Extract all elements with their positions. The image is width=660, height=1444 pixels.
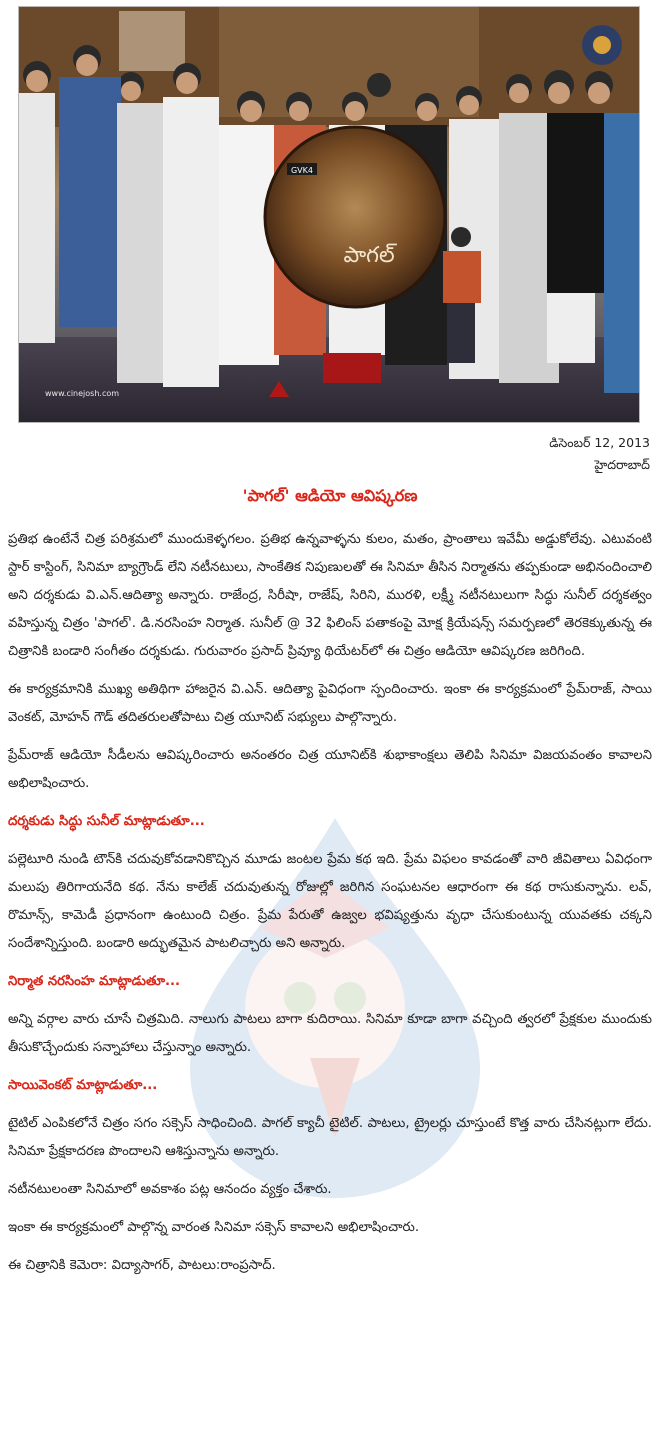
paragraph-audio-release: ప్రేమ్‌రాజ్ ఆడియో సీడీలను ఆవిష్కరించారు అనంతరం చిత్ర యూనిట్‌కి శుభాకాంక్షలు తెలిపి సినిమా విజయవంతం కావాలని అభిలాషించారు. xyxy=(8,748,652,791)
subheading-saivenkat: సాయివెంకట్ మాట్లాడుతూ... xyxy=(8,1078,158,1093)
photo-watermark: www.cinejosh.com xyxy=(45,389,120,398)
event-photo xyxy=(18,6,640,423)
dateline xyxy=(549,432,650,476)
paragraph-director: పల్లెటూరి నుండి టౌన్‌కి చదువుకోవడానికొచ్చిన మూడు జంటల ప్రేమ కథ ఇది. ప్రేమ విఫలం కావడంతో వారి జీవితాలు ఏవిధంగా మలుపు తిరిగాయనేది కథ. నేను కాలేజ్ చదువుతున్న రోజుల్లో జరిగిన సంఘటనల ఆధారంగా ఈ కథ రాసుకున్నాను. లవ్, రొమాన్స్, కామెడీ ప్రధానంగా ఉంటుంది చిత్రం. ప్రేమ పేరుతో ఉజ్వల భవిష్యత్తును వృధా చేసుకుంటున్న యువతకు చక్కని సందేశాన్నిస్తుంది. బండారి అద్భుతమైన పాటలిచ్చారు అని అన్నారు. xyxy=(8,852,652,951)
event-photo-illustration xyxy=(19,7,639,422)
paragraph-producer: అన్ని వర్గాల వారు చూసే చిత్రమిది. నాలుగు పాటలు బాగా కుదిరాయి. సినిమా కూడా బాగా వచ్చింది త్వరలో ప్రేక్షకుల ముందుకు తీసుకొచ్చేందుకు సన్నాహాలు చేస్తున్నాం అన్నారు. xyxy=(8,1012,652,1055)
article-title: 'పాగల్' ఆడియో ఆవిష్కరణ xyxy=(242,486,418,505)
subheading-producer: నిర్మాత నరసింహ మాట్లాడుతూ... xyxy=(8,974,181,989)
paragraph-guest: ఈ కార్యక్రమానికి ముఖ్య అతిథిగా హాజరైన వి.ఎన్. ఆదిత్యా పైవిధంగా స్పందించారు. ఇంకా ఈ కార్యక్రమంలో ప్రేమ్‌రాజ్, సాయి వెంకట్, మోహన్ గౌడ్ తదితరులతోపాటు చిత్ర యూనిట్ సభ్యులు పాల్గొన్నారు. xyxy=(8,682,652,725)
subheading-director: దర్శకుడు సిద్ధు సునీల్ మాట్లాడుతూ... xyxy=(8,814,205,829)
article-body xyxy=(8,526,652,1290)
dateline-place: హైదరాబాద్ xyxy=(594,457,650,472)
paragraph-intro: ప్రతిభ ఉంటేనే చిత్ర పరిశ్రమలో ముందుకెళ్ళగలం. ప్రతిభ ఉన్నవాళ్ళను కులం, మతం, ప్రాంతాలు ఇవేమీ అడ్డుకోలేవు. ఎటువంటి స్టార్ కాస్టింగ్, సినిమా బ్యాగ్రౌండ్ లేని నటీనటులు, సాంకేతిక నిపుణులతో ఈ సినిమా తీసిన నిర్మాతను తప్పకుండా అభినందించాలి అని దర్శకుడు వి.ఎన్.ఆదిత్యా అన్నారు. రాజేంద్ర, సిరీషా, రాజేష్, సిరిని, మురళి, లక్ష్మీ నటీనటులుగా సిద్ధు సునీల్ దర్శకత్వం వహిస్తున్న చిత్రం 'పాగల్'. డి.నరసింహ నిర్మాత. సునీల్ @ 32 ఫిలింస్ పతాకంపై మోక్ష క్రియేషన్స్ సమర్పణలో తెరకెక్కుతున్న ఈ చిత్రానికి బండారి సంగీతం దర్శకుడు. గురువారం ప్రసాద్ ప్రివ్యూ థియేటర్‌లో ఈ చిత్రం ఆడియో ఆవిష్కరణ జరిగింది. xyxy=(8,532,652,659)
paragraph-credits: ఈ చిత్రానికి కెమెరా: విద్యాసాగర్, పాటలు:రాంప్రసాద్. xyxy=(8,1258,276,1273)
paragraph-cast-happy: నటీనటులంతా సినిమాలో అవకాశం పట్ల ఆనందం వ్యక్తం చేశారు. xyxy=(8,1182,332,1197)
publish-date: డిసెంబర్ 12, 2013 xyxy=(549,435,650,450)
disc-title-label: పాగల్ xyxy=(343,243,395,268)
disc-brand-label: GVK4 xyxy=(290,166,314,175)
paragraph-wishes: ఇంకా ఈ కార్యక్రమంలో పాల్గొన్న వారంత సినిమా సక్సెస్ కావాలని అభిలాషించారు. xyxy=(8,1220,420,1235)
paragraph-saivenkat: టైటిల్ ఎంపికలోనే చిత్రం సగం సక్సెస్ సాధించింది. పాగల్ క్యాచీ టైటిల్. పాటలు, ట్రైలర్లు చూస్తుంటే కొత్త వారు చేసినట్లుగా లేదు. సినిమా ప్రేక్షకాదరణ పొందాలని ఆశిస్తున్నాను అన్నారు. xyxy=(8,1116,652,1159)
